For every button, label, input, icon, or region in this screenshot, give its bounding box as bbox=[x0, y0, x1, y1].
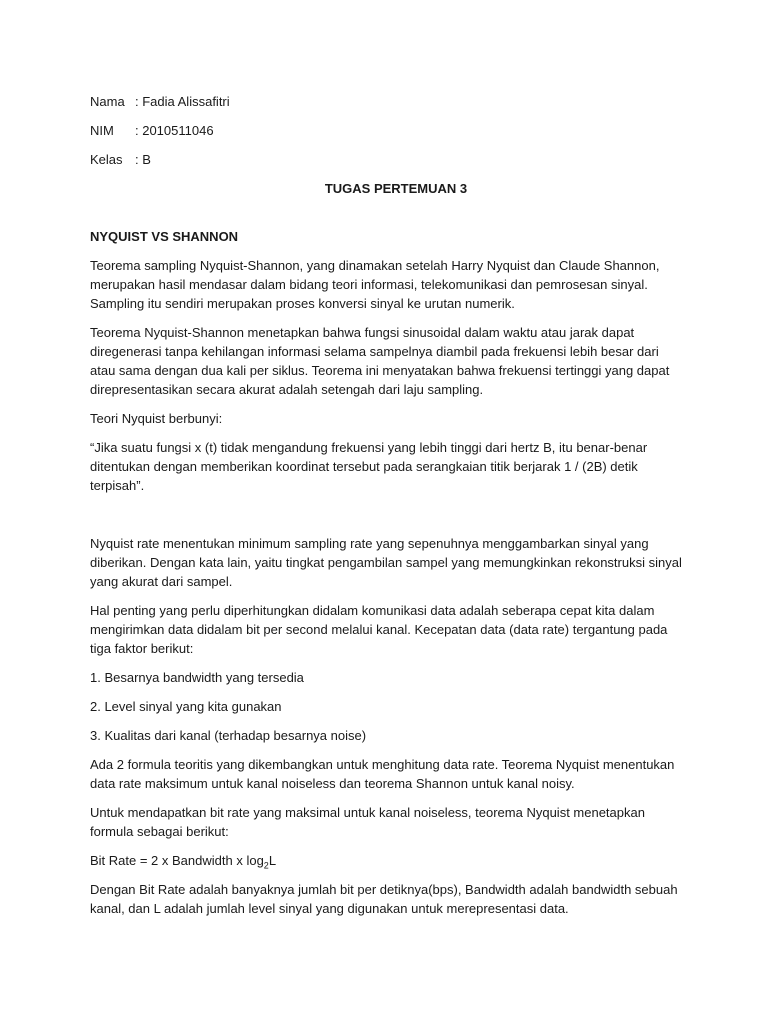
formula-subscript: 2 bbox=[263, 860, 269, 871]
formula-end: L bbox=[268, 853, 277, 868]
class-row bbox=[90, 150, 682, 169]
list-item-bandwidth: 1. Besarnya bandwidth yang tersedia bbox=[90, 670, 304, 685]
class-label: Kelas bbox=[90, 152, 123, 167]
list-item-channel-quality: 3. Kualitas dari kanal (terhadap besarnya noise) bbox=[90, 728, 367, 743]
paragraph-quote: “Jika suatu fungsi x (t) tidak mengandung frekuensi yang lebih tinggi dari hertz B, itu benar-benar ditentukan dengan memberikan koordinat tersebut pada serangkaian titik berjarak 1 / (2B) detik terpisah”. bbox=[90, 440, 648, 493]
class-value: : B bbox=[135, 152, 151, 167]
paragraph-nyquist-formula-intro: Untuk mendapatkan bit rate yang maksimal untuk kanal noiseless, teorema Nyquist menetapkan formula sebagai berikut: bbox=[90, 805, 645, 839]
section-heading: NYQUIST VS SHANNON bbox=[90, 229, 239, 244]
document-title: TUGAS PERTEMUAN 3 bbox=[324, 181, 468, 196]
paragraph-formulas: Ada 2 formula teoritis yang dikembangkan untuk menghitung data rate. Teorema Nyquist menentukan data rate maksimum untuk kanal noiseless dan teorema Shannon untuk kanal noisy. bbox=[90, 757, 675, 791]
list-item-signal-level: 2. Level sinyal yang kita gunakan bbox=[90, 699, 282, 714]
paragraph-intro: Teorema sampling Nyquist-Shannon, yang dinamakan setelah Harry Nyquist dan Claude Shannon, merupakan hasil mendasar dalam bidang teori informasi, telekomunikasi dan pemrosesan sinyal. Sampling itu sendiri merupakan proses konversi sinyal ke urutan numerik. bbox=[90, 258, 660, 311]
name-row bbox=[90, 92, 682, 111]
name-label: Nama bbox=[90, 94, 125, 109]
bit-rate-formula bbox=[90, 851, 682, 870]
nim-label: NIM bbox=[90, 123, 114, 138]
paragraph-formula-explanation: Dengan Bit Rate adalah banyaknya jumlah bit per detiknya(bps), Bandwidth adalah bandwidth sebuah kanal, dan L adalah jumlah level sinyal yang digunakan untuk merepresentasi data. bbox=[90, 882, 678, 916]
name-value: : Fadia Alissafitri bbox=[135, 94, 230, 109]
formula-main: Bit Rate = 2 x Bandwidth x log bbox=[90, 853, 264, 868]
spacer bbox=[90, 505, 682, 534]
paragraph-nyquist-intro: Teori Nyquist berbunyi: bbox=[90, 411, 223, 426]
paragraph-data-rate: Hal penting yang perlu diperhitungkan didalam komunikasi data adalah seberapa cepat kita dalam mengirimkan data didalam bit per second melalui kanal. Kecepatan data (data rate) tergantung pada tiga faktor berikut: bbox=[90, 603, 668, 656]
nim-value: : 2010511046 bbox=[135, 123, 214, 138]
document-content bbox=[90, 92, 682, 928]
paragraph-theorem: Teorema Nyquist-Shannon menetapkan bahwa fungsi sinusoidal dalam waktu atau jarak dapat diregenerasi tanpa kehilangan informasi selama sampelnya diambil pada frekuensi lebih besar dari atau sama dengan dua kali per siklus. Teorema ini menyatakan bahwa frekuensi tertinggi yang dapat direpresentasikan secara akurat adalah setengah dari laju sampling. bbox=[90, 325, 670, 397]
paragraph-nyquist-rate: Nyquist rate menentukan minimum sampling rate yang sepenuhnya menggambarkan sinyal yang diberikan. Dengan kata lain, yaitu tingkat pengambilan sampel yang memungkinkan rekonstruksi sinyal yang akurat dari sampel. bbox=[90, 536, 682, 589]
nim-row bbox=[90, 121, 682, 140]
